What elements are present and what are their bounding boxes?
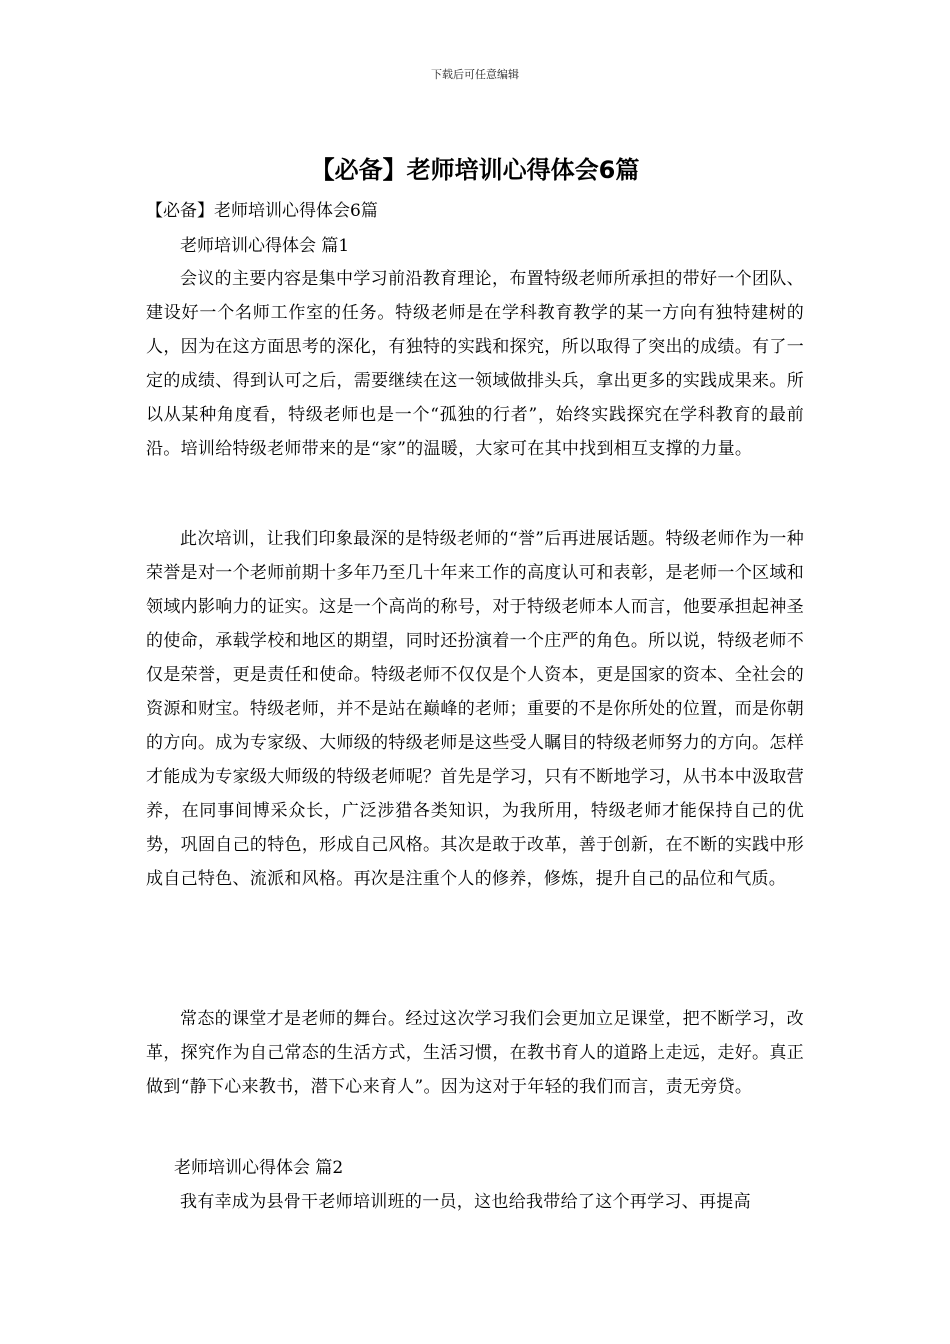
paragraph: 此次培训，让我们印象最深的是特级老师的“誉”后再进展话题。特级老师作为一种荣誉是对一个老师前期十多年乃至几十年来工作的高度认可和表彰，是老师一个区域和领域内影响力的证实。这是一个高尚的称号，对于特级老师本人而言，他要承担起神圣的使命，承载学校和地区的期望，同时还扮演着一个庄严的角色。所以说，特级老师不仅是荣誉，更是责任和使命。特级老师不仅仅是个人资本，更是国家的资本、全社会的资源和财宝。特级老师，并不是站在巅峰的老师；重要的不是你所处的位置，而是你朝的方向。成为专家级、大师级的特级老师是这些受人瞩目的特级老师努力的方向。怎样才能成为专家级大师级的特级老师呢？首先是学习，只有不断地学习，从书本中汲取营养，在同事间博采众长，广泛涉猎各类知识，为我所用，特级老师才能保持自己的优势，巩固自己的特色，形成自己风格。其次是敢于改革，善于创新，在不断的实践中形成自己特色、流派和风格。再次是注重个人的修养，修炼，提升自己的品位和气质。 — [146, 529, 804, 889]
section-heading-1: 老师培训心得体会 篇1 — [180, 236, 350, 256]
document-title: 【必备】老师培训心得体会6篇 — [310, 156, 640, 184]
section-heading-2: 老师培训心得体会 篇2 — [174, 1158, 344, 1178]
document-subtitle: 【必备】老师培训心得体会6篇 — [146, 201, 378, 221]
paragraph: 我有幸成为县骨干老师培训班的一员，这也给我带给了这个再学习、再提高 — [180, 1192, 751, 1212]
header-note: 下载后可任意编辑 — [431, 68, 519, 81]
paragraph: 会议的主要内容是集中学习前沿教育理论，布置特级老师所承担的带好一个团队、建设好一个名师工作室的任务。特级老师是在学科教育教学的某一方向有独特建树的人，因为在这方面思考的深化，有独特的实践和探究，所以取得了突出的成绩。有了一定的成绩、得到认可之后，需要继续在这一领域做排头兵，拿出更多的实践成果来。所以从某种角度看，特级老师也是一个“孤独的行者”，始终实践探究在学科教育的最前沿。培训给特级老师带来的是“家”的温暖，大家可在其中找到相互支撑的力量。 — [146, 269, 804, 459]
paragraph: 常态的课堂才是老师的舞台。经过这次学习我们会更加立足课堂，把不断学习，改革，探究作为自己常态的生活方式，生活习惯，在教书育人的道路上走远，走好。真正做到“静下心来教书，潜下心来育人”。因为这对于年轻的我们而言，责无旁贷。 — [146, 1009, 804, 1097]
